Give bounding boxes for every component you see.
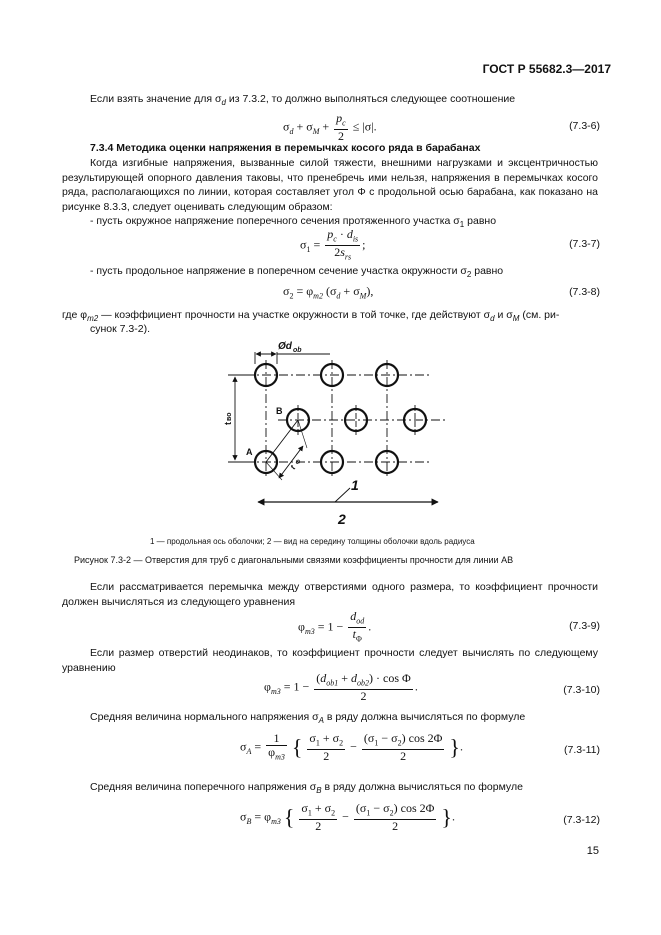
section-heading: 7.3.4 Методика оценки напряжения в перемычках косого ряда в барабанах — [90, 142, 481, 154]
paragraph-5: Если размер отверстий неодинаков, то коэффициент прочности следует вычислять по следующему уравнению — [62, 647, 598, 674]
label-dimension-left-sub: во — [226, 412, 233, 421]
equation-7-3-9: $\varphi_{m3} = 1$ − $\frac{d_{od}}{t_\Phi}$ . — [298, 609, 372, 644]
paragraph-3: где $\varphi_{m2}$ — коэффициент прочности на участке окружности в той точке, где действуют $\sigma_d$ и $\sigma_M$ (см. ри- — [62, 309, 560, 324]
line-ab — [266, 420, 298, 462]
equation-number: (7.3-7) — [569, 238, 600, 250]
figure-legend: 1 — продольная ось оболочки; 2 — вид на середину толщины оболочки вдоль радиуса — [150, 537, 475, 546]
equation-7-3-10: $\varphi_{m3} = 1$ − $\frac{(d_{ob1} + d_{ob2}) \cdot \cos \Phi}{2}$ . — [264, 671, 418, 704]
equation-number: (7.3-10) — [563, 684, 600, 696]
paragraph-6: Средняя величина нормального напряжения $\sigma_A$ в ряду должна вычисляться по формуле — [90, 711, 526, 726]
paragraph-2: Когда изгибные напряжения, вызванные силой тяжести, внешними нагрузками и эксцентричностью результирующей опорного давления таковы, что пренебречь ими нельзя, напряжения в перемычках косого ряда, располагающихся по линии, которая составляет угол Φ с продольной осью барабана, как показано на рисунке 8.3.3, следует оценивать следующим образом: — [62, 157, 598, 213]
label-1: 1 — [351, 477, 359, 493]
label-point-a: A — [246, 447, 253, 457]
paragraph-1: Если взять значение для $\sigma_d$ из 7.3.2, то должно выполняться следующее соотношение — [90, 93, 516, 108]
paragraph-3-line-2: сунок 7.3-2). — [90, 323, 150, 335]
bullet-2: - пусть продольное напряжение в поперечном сечение участка окружности $\sigma_2$ равно — [90, 265, 504, 280]
paragraph-4: Если рассматривается перемычка между отверстиями одного размера, то коэффициент прочности должен вычисляться из следующего уравнения — [62, 581, 598, 608]
label-dimension-top-sub: ob — [293, 347, 302, 354]
equation-7-3-8: $\sigma_2 = \varphi_{m2}$ $(\sigma_d + \sigma_M)$, — [283, 284, 374, 301]
standard-number: ГОСТ Р 55682.3—2017 — [482, 62, 611, 76]
paragraph-7: Средняя величина поперечного напряжения $\sigma_B$ в ряду должна вычисляться по формуле — [90, 781, 523, 796]
page-number: 15 — [586, 845, 599, 857]
label-point-b: B — [276, 406, 283, 416]
equation-number: (7.3-11) — [564, 744, 600, 756]
equation-number: (7.3-6) — [569, 120, 600, 132]
label-diagonal: t — [288, 463, 298, 472]
label-2: 2 — [338, 511, 346, 527]
equation-7-3-6: $\sigma_d + \sigma_M$ + $\frac{p_c}{2}$ ≤ |σ|. — [283, 111, 377, 144]
label-diagonal-sub: Φ — [294, 458, 303, 467]
figure-caption: Рисунок 7.3-2 — Отверстия для труб с диагональными связями коэффициенты прочности для линии АВ — [74, 555, 514, 565]
label-dimension-left: t — [223, 422, 233, 425]
equation-7-3-11: $\sigma_A$ = $\frac{1}{\varphi_{m3}}$ { $\frac{\sigma_1 + \sigma_2}{2}$ − $\frac{(\sigma_1 - \sigma_2) \cos 2\Phi}{2}$ }. — [240, 731, 463, 764]
equation-number: (7.3-9) — [569, 620, 600, 632]
leader-1 — [335, 488, 350, 502]
bullet-1: - пусть окружное напряжение поперечного сечения протяженного участка $\sigma_1$ равно — [90, 215, 497, 230]
equation-7-3-12: $\sigma_B = \varphi_{m3}$ { $\frac{\sigma_1 + \sigma_2}{2}$ − $\frac{(\sigma_1 - \sigma_2) \cos 2\Phi}{2}$ }. — [240, 801, 455, 834]
equation-number: (7.3-12) — [563, 814, 600, 826]
equation-number: (7.3-8) — [569, 286, 600, 298]
equation-7-3-7: $\sigma_1$ = $\frac{p_c \cdot d_{is}}{2s_{rs}}$ ; — [300, 227, 366, 262]
label-dimension-top: Ød — [278, 341, 292, 352]
